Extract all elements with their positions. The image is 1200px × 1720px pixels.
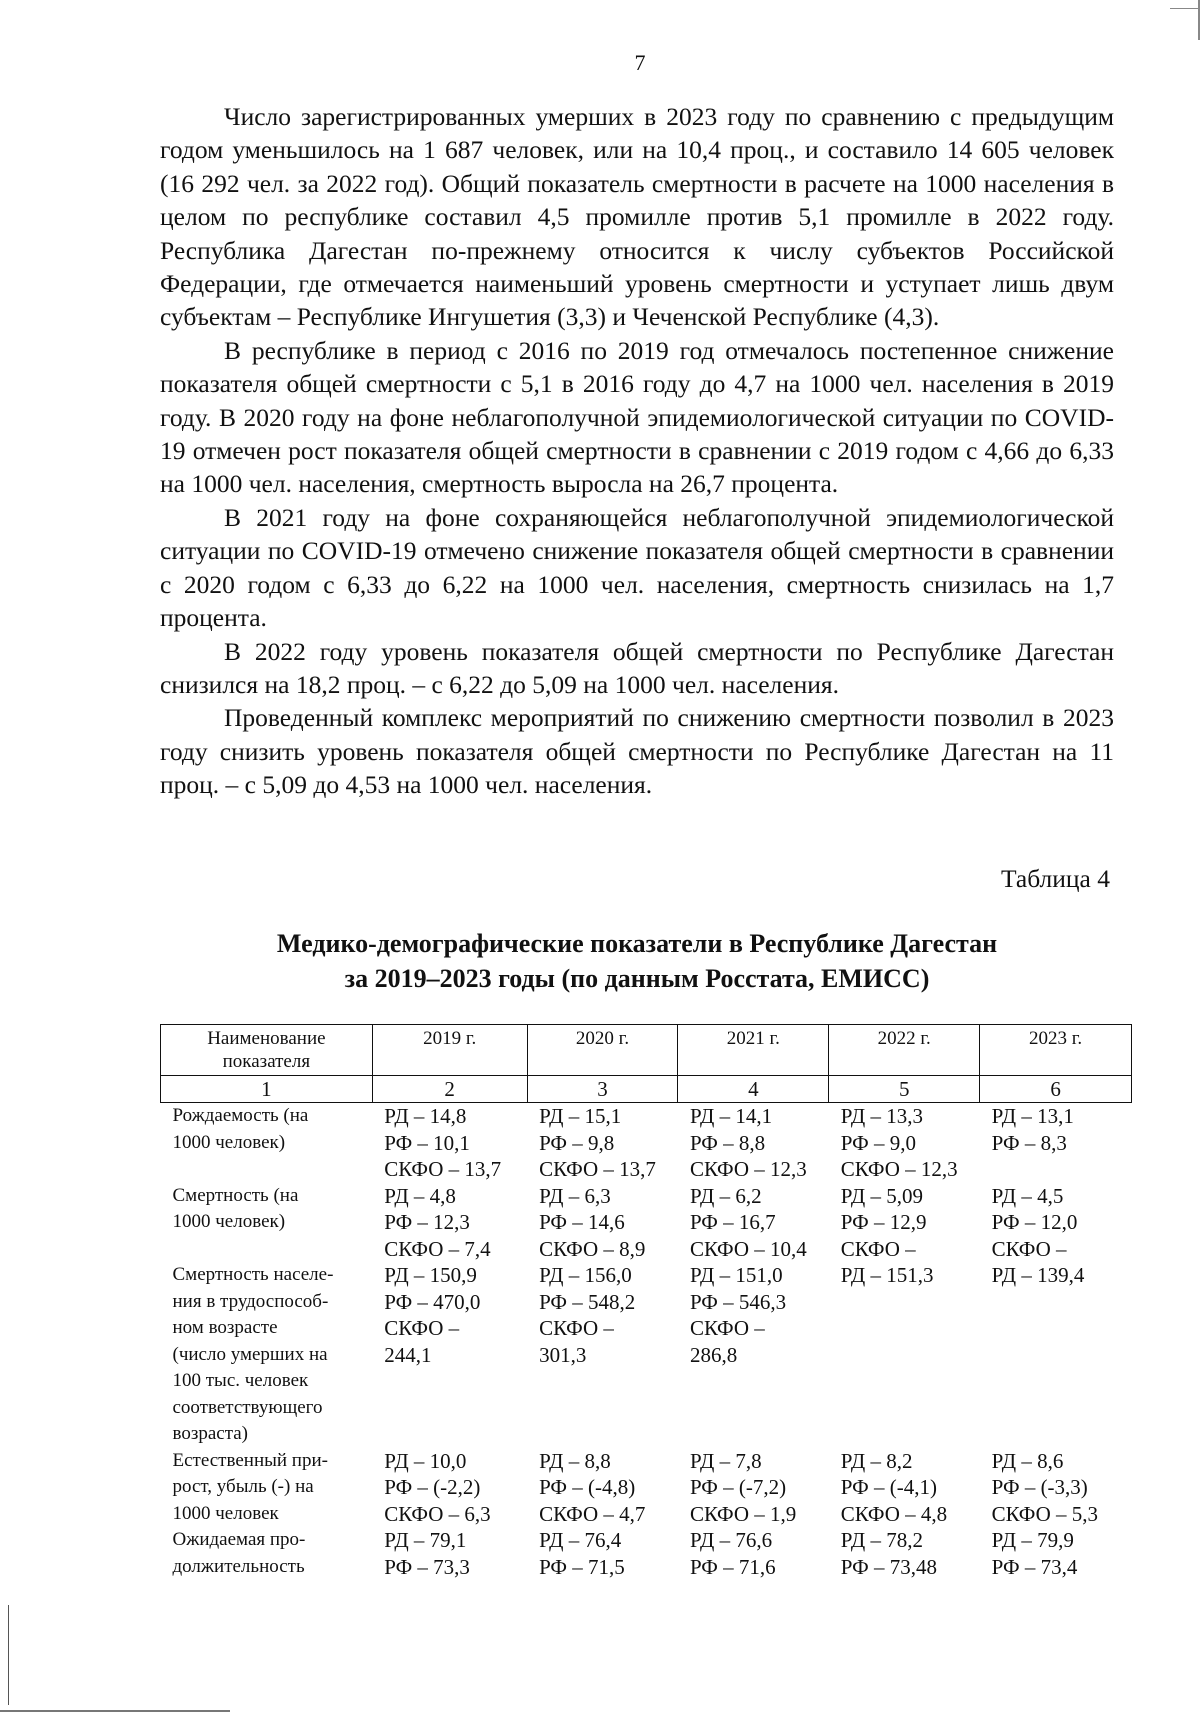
value-line: РД – 139,4 — [991, 1263, 1085, 1287]
value-line: РД – 79,9 — [991, 1528, 1074, 1552]
value-line: РД – 13,1 — [991, 1104, 1074, 1128]
value-cell — [527, 1527, 678, 1580]
table-title-line-2: за 2019–2023 годы (по данным Росстата, ЕМИСС) — [344, 964, 930, 993]
value-line: СКФО – 8,9 — [539, 1236, 646, 1261]
column-number: 6 — [980, 1076, 1132, 1103]
value-line: РД – 8,2 — [840, 1448, 913, 1473]
value-line: РФ – 8,3 — [991, 1130, 1067, 1155]
indicator-name-line: ном возрасте — [172, 1317, 278, 1338]
value-line: РФ – 546,3 — [689, 1289, 787, 1314]
page-number: 7 — [634, 50, 646, 75]
value-line: РД – 15,1 — [539, 1104, 622, 1128]
value-cell — [829, 1183, 980, 1263]
value-line: РД – 151,3 — [840, 1263, 934, 1287]
value-cell — [980, 1262, 1132, 1448]
value-line: РФ – (-3,3) — [991, 1475, 1088, 1499]
table-row — [161, 1262, 1132, 1448]
value-line: СКФО – 12,3 — [689, 1157, 807, 1181]
indicator-name-line: соответствующего — [172, 1396, 323, 1418]
value-cell — [527, 1103, 678, 1183]
body-text — [160, 100, 1114, 802]
demographic-table — [160, 1024, 1132, 1580]
indicator-name-line: 1000 человек — [172, 1502, 279, 1524]
value-cell — [527, 1448, 678, 1528]
column-number: 5 — [829, 1076, 980, 1103]
value-line: РФ – 10,1 — [384, 1130, 470, 1155]
scan-edge-mark-horizontal — [1170, 8, 1200, 9]
value-line: РД – 5,09 — [840, 1183, 923, 1208]
scan-margin-line — [8, 1605, 9, 1705]
table-body — [161, 1103, 1132, 1581]
value-line: 244,1 — [384, 1342, 432, 1367]
column-number: 2 — [372, 1076, 527, 1103]
table-row — [161, 1183, 1132, 1263]
value-cell — [527, 1183, 678, 1263]
value-cell — [980, 1448, 1132, 1528]
indicator-name-line: должительность — [172, 1555, 305, 1577]
value-line: РФ – 12,3 — [384, 1210, 470, 1234]
value-line: СКФО – 4,8 — [840, 1501, 948, 1526]
value-line: РД – 4,5 — [991, 1183, 1064, 1208]
value-cell — [980, 1103, 1132, 1183]
indicator-name-line: 1000 человек) — [172, 1131, 286, 1153]
indicator-name-cell — [161, 1183, 373, 1263]
value-cell — [372, 1183, 527, 1263]
value-line: РД – 10,0 — [384, 1448, 467, 1473]
paragraph-4: В 2022 году уровень показателя общей смертности по Республике Дагестан снизился на 18,2 проц. – с 6,22 до 5,09 на 1000 чел. населения. — [160, 636, 1114, 699]
header-year-2020: 2020 г. — [527, 1025, 678, 1076]
table-row — [161, 1103, 1132, 1183]
value-cell — [678, 1448, 829, 1528]
value-cell — [372, 1262, 527, 1448]
value-line: РФ – 71,6 — [689, 1554, 776, 1579]
value-line: СКФО – 4,7 — [539, 1501, 646, 1526]
value-line: РФ – 73,48 — [840, 1554, 937, 1579]
value-line: РФ – 9,0 — [840, 1130, 916, 1155]
table-title — [160, 926, 1114, 996]
table-header-row — [161, 1025, 1132, 1076]
paragraph-3: В 2021 году на фоне сохраняющейся неблагополучной эпидемиологической ситуации по COVID-19 отмечено снижение показателя общей смертности в сравнении с 2020 годом с 6,33 до 6,22 на 1000 чел. населения, смертность снизилась на 1,7 процента. — [160, 502, 1114, 633]
column-number-row — [161, 1076, 1132, 1103]
indicator-name-line: Рождаемость (на — [172, 1105, 309, 1126]
value-line: 301,3 — [539, 1342, 587, 1367]
value-line: СКФО – 10,4 — [689, 1236, 807, 1261]
paragraph-5: Проведенный комплекс мероприятий по снижению смертности позволил в 2023 году снизить уровень показателя общей смертности по Республике Дагестан на 11 проц. – с 5,09 до 4,53 на 1000 чел. населения. — [160, 703, 1114, 800]
indicator-name-line: 1000 человек) — [172, 1211, 286, 1232]
value-cell — [980, 1183, 1132, 1263]
value-line: РД – 6,2 — [689, 1183, 762, 1208]
paragraph-2: В республике в период с 2016 по 2019 год отмечалось постепенное снижение показателя общей смертности с 5,1 в 2016 году до 4,7 на 1000 чел. населения в 2019 году. В 2020 году на фоне неблагополучной эпидемиологической ситуации по COVID-19 отмечен рост показателя общей смертности в сравнении с 2019 годом с 4,66 до 6,33 на 1000 чел. населения, смертность выросла на 26,7 процента. — [160, 335, 1114, 499]
value-line: РФ – 73,4 — [991, 1554, 1078, 1579]
table-row — [161, 1448, 1132, 1528]
value-line: 286,8 — [689, 1342, 738, 1367]
value-line: РД – 4,8 — [384, 1183, 456, 1208]
indicator-name-cell — [161, 1262, 373, 1448]
value-line: РФ – 470,0 — [384, 1289, 481, 1314]
value-cell — [372, 1103, 527, 1183]
value-line: РФ – (-4,8) — [539, 1475, 636, 1499]
indicator-name-line: Смертность населе- — [172, 1264, 334, 1285]
value-line: РД – 150,9 — [384, 1263, 477, 1287]
value-line: РФ – 14,6 — [539, 1210, 625, 1234]
header-year-2023: 2023 г. — [980, 1025, 1132, 1076]
value-line: РД – 78,2 — [840, 1528, 923, 1552]
value-line: СКФО – — [384, 1316, 460, 1340]
indicator-name-cell — [161, 1103, 373, 1183]
table-title-line-1: Медико-демографические показатели в Республике Дагестан — [276, 929, 998, 958]
value-line: СКФО – 5,3 — [991, 1501, 1099, 1526]
value-cell — [678, 1527, 829, 1580]
value-line: СКФО – — [840, 1236, 916, 1261]
indicator-name-line: Смертность (на — [172, 1184, 299, 1206]
value-line: РФ – 73,3 — [384, 1554, 470, 1579]
indicator-name-line: рост, убыль (-) на — [172, 1476, 314, 1497]
value-line: РД – 13,3 — [840, 1104, 923, 1128]
indicator-name-line: возраста) — [172, 1423, 249, 1444]
value-cell — [372, 1527, 527, 1580]
value-line: РД – 8,8 — [539, 1448, 611, 1473]
value-cell — [678, 1262, 829, 1448]
value-line: РД – 151,0 — [689, 1263, 783, 1287]
value-line: РФ – 548,2 — [539, 1289, 636, 1314]
header-indicator-name: Наименование показателя — [161, 1025, 373, 1076]
value-cell — [678, 1103, 829, 1183]
value-line: РД – 76,6 — [689, 1528, 773, 1552]
indicator-name-line: Естественный при- — [172, 1449, 328, 1471]
value-line: СКФО – 12,3 — [840, 1157, 958, 1181]
value-line: СКФО – 1,9 — [689, 1501, 797, 1526]
value-line: СКФО – — [991, 1236, 1067, 1261]
value-cell — [527, 1262, 678, 1448]
indicator-name-cell — [161, 1448, 373, 1528]
value-line: РД – 14,1 — [689, 1104, 773, 1128]
value-line: РФ – 12,0 — [991, 1210, 1078, 1234]
value-line: РФ – 12,9 — [840, 1210, 927, 1234]
value-line: РД – 8,6 — [991, 1448, 1064, 1473]
value-line: СКФО – — [689, 1316, 765, 1340]
value-line: РФ – 16,7 — [689, 1210, 776, 1234]
value-cell — [829, 1448, 980, 1528]
value-line: СКФО – 7,4 — [384, 1236, 491, 1261]
value-cell — [980, 1527, 1132, 1580]
indicator-name-line: Ожидаемая про- — [172, 1529, 306, 1550]
value-line: РФ – 71,5 — [539, 1554, 625, 1579]
value-line: СКФО – 13,7 — [539, 1157, 656, 1181]
value-line: РД – 6,3 — [539, 1183, 611, 1208]
column-number: 4 — [678, 1076, 829, 1103]
value-cell — [829, 1527, 980, 1580]
value-line: СКФО – 6,3 — [384, 1501, 491, 1526]
value-line: РФ – 9,8 — [539, 1130, 615, 1155]
indicator-name-cell — [161, 1527, 373, 1580]
value-line: СКФО – — [539, 1316, 614, 1340]
value-line: РД – 7,8 — [689, 1448, 762, 1473]
indicator-name-line: (число умерших на — [172, 1343, 328, 1365]
header-year-2019: 2019 г. — [372, 1025, 527, 1076]
table-row — [161, 1527, 1132, 1580]
value-line: РФ – (-7,2) — [689, 1475, 787, 1499]
value-line: РД – 156,0 — [539, 1263, 632, 1287]
value-line: РФ – 8,8 — [689, 1130, 766, 1155]
value-line: РД – 14,8 — [384, 1104, 467, 1128]
value-cell — [372, 1448, 527, 1528]
column-number: 3 — [527, 1076, 678, 1103]
header-year-2021: 2021 г. — [678, 1025, 829, 1076]
table-reference: Таблица 4 — [1000, 864, 1110, 893]
value-line: РД – 76,4 — [539, 1528, 622, 1552]
value-line: РФ – (-2,2) — [384, 1475, 481, 1499]
column-number: 1 — [161, 1076, 373, 1103]
scan-bottom-line — [0, 1710, 230, 1712]
value-cell — [829, 1103, 980, 1183]
paragraph-1: Число зарегистрированных умерших в 2023 году по сравнению с предыдущим годом уменьшилось на 1 687 человек, или на 10,4 проц., и составило 14 605 человек (16 292 чел. за 2022 год). Общий показатель смертности в расчете на 1000 населения в целом по республике составил 4,5 промилле против 5,1 промилле в 2022 году. Республика Дагестан по-прежнему относится к числу субъектов Российской Федерации, где отмечается наименьший уровень смертности и уступает лишь двум субъектам – Республике Ингушетия (3,3) и Чеченской Республике (4,3). — [160, 102, 1114, 332]
value-line: РФ – (-4,1) — [840, 1475, 937, 1499]
value-line: СКФО – 13,7 — [384, 1157, 502, 1181]
value-line: РД – 79,1 — [384, 1528, 467, 1552]
value-cell — [829, 1262, 980, 1448]
indicator-name-line: ния в трудоспособ- — [172, 1290, 329, 1312]
header-year-2022: 2022 г. — [829, 1025, 980, 1076]
value-cell — [678, 1183, 829, 1263]
indicator-name-line: 100 тыс. человек — [172, 1370, 309, 1391]
